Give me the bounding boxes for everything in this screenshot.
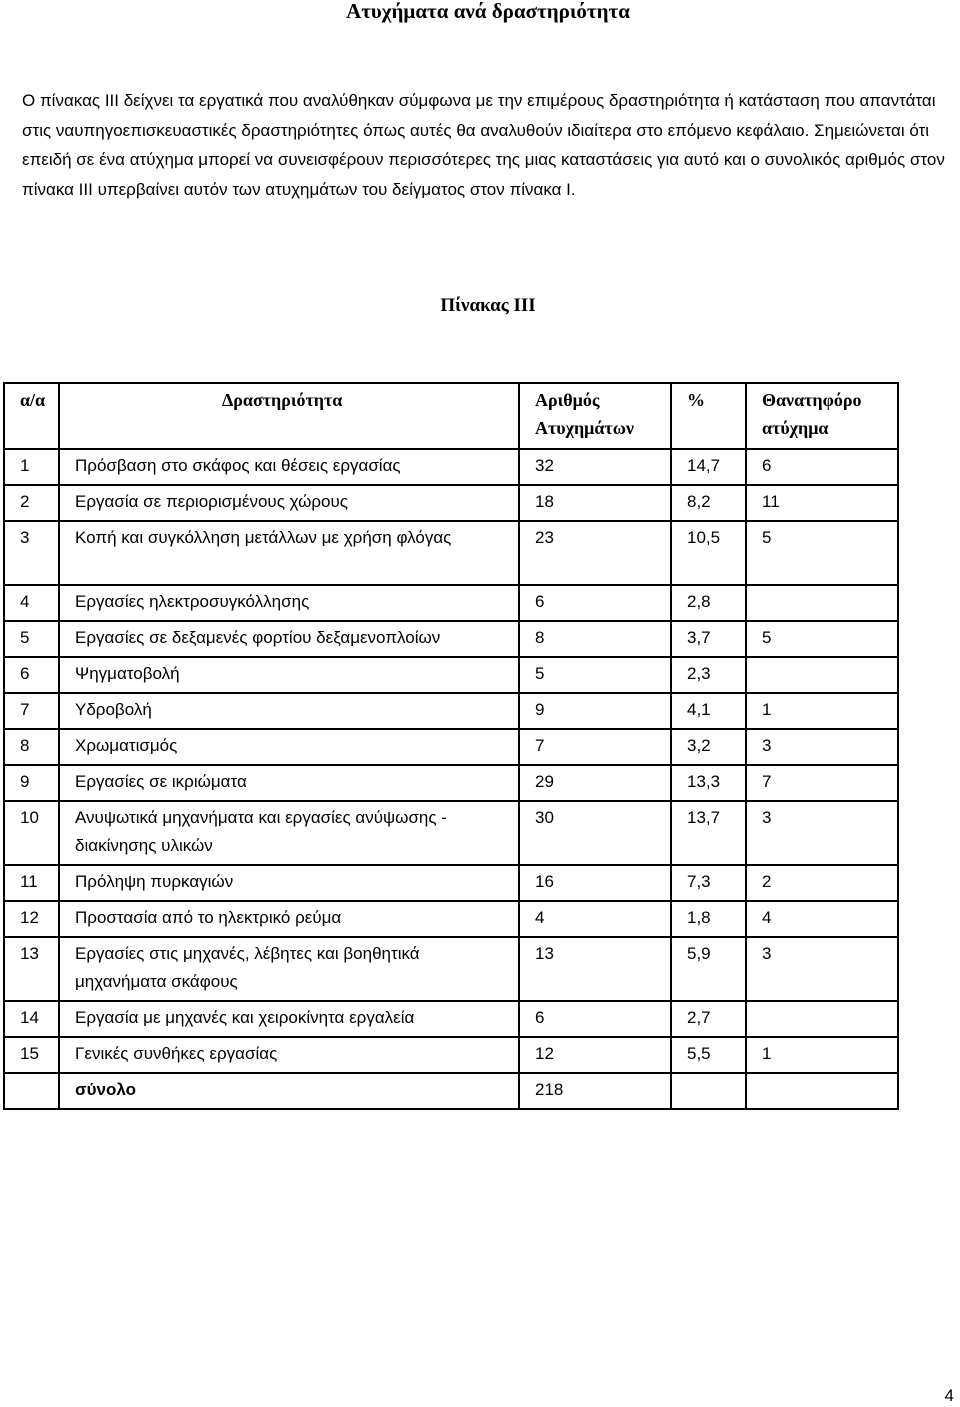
accident-count-cell: 8 (519, 621, 671, 657)
activity-cell: Εργασίες σε δεξαμενές φορτίου δεξαμενοπλοίων (59, 621, 519, 657)
activity-cell: Εργασία με μηχανές και χειροκίνητα εργαλεία (59, 1001, 519, 1037)
percent-cell: 8,2 (671, 485, 746, 521)
activity-cell: Εργασίες στις μηχανές, λέβητες και βοηθητικά μηχανήματα σκάφους (59, 937, 519, 1001)
total-fatal-cell (746, 1073, 898, 1109)
table-row (4, 937, 898, 1001)
row-number-cell: 13 (4, 937, 59, 1001)
page-number: 4 (944, 1386, 954, 1405)
row-number-cell: 11 (4, 865, 59, 901)
fatal-count-cell: 3 (746, 729, 898, 765)
accident-count-cell: 5 (519, 657, 671, 693)
total-label: σύνολο (59, 1073, 519, 1109)
percent-cell: 5,5 (671, 1037, 746, 1073)
header-fatal: Θανατηφόρο ατύχημα (746, 383, 898, 449)
header-aa: α/α (4, 383, 59, 449)
fatal-count-cell (746, 585, 898, 621)
percent-cell: 4,1 (671, 693, 746, 729)
table-row (4, 657, 898, 693)
accident-count-cell: 32 (519, 449, 671, 485)
activity-cell: Εργασία σε περιορισμένους χώρους (59, 485, 519, 521)
fatal-count-cell: 6 (746, 449, 898, 485)
accident-count-cell: 4 (519, 901, 671, 937)
table-row (4, 729, 898, 765)
accident-count-cell: 13 (519, 937, 671, 1001)
table-row (4, 485, 898, 521)
percent-cell: 5,9 (671, 937, 746, 1001)
row-number-cell: 7 (4, 693, 59, 729)
table-row (4, 585, 898, 621)
table-row (4, 693, 898, 729)
fatal-count-cell: 4 (746, 901, 898, 937)
table-row (4, 865, 898, 901)
accident-count-cell: 30 (519, 801, 671, 865)
percent-cell: 1,8 (671, 901, 746, 937)
total-count: 218 (519, 1073, 671, 1109)
accident-count-cell: 6 (519, 1001, 671, 1037)
activity-cell: Πρόσβαση στο σκάφος και θέσεις εργασίας (59, 449, 519, 485)
row-number-cell: 12 (4, 901, 59, 937)
row-number-cell: 1 (4, 449, 59, 485)
activity-cell: Πρόληψη πυρκαγιών (59, 865, 519, 901)
percent-cell: 3,7 (671, 621, 746, 657)
header-activity: Δραστηριότητα (59, 383, 519, 449)
activity-cell: Προστασία από το ηλεκτρικό ρεύμα (59, 901, 519, 937)
table-row (4, 1001, 898, 1037)
percent-cell: 3,2 (671, 729, 746, 765)
fatal-count-cell: 7 (746, 765, 898, 801)
table-body (4, 449, 898, 1073)
activity-cell: Υδροβολή (59, 693, 519, 729)
fatal-count-cell (746, 657, 898, 693)
fatal-count-cell: 3 (746, 937, 898, 1001)
fatal-count-cell: 1 (746, 1037, 898, 1073)
activity-accidents-table (3, 382, 899, 1110)
percent-cell: 2,8 (671, 585, 746, 621)
row-number-cell: 6 (4, 657, 59, 693)
fatal-count-cell: 3 (746, 801, 898, 865)
fatal-count-cell: 1 (746, 693, 898, 729)
row-number-cell: 2 (4, 485, 59, 521)
percent-cell: 14,7 (671, 449, 746, 485)
total-row (4, 1073, 898, 1109)
activity-cell: Γενικές συνθήκες εργασίας (59, 1037, 519, 1073)
percent-cell: 10,5 (671, 521, 746, 585)
header-count: Αριθμός Ατυχημάτων (519, 383, 671, 449)
table-row (4, 1037, 898, 1073)
row-number-cell: 15 (4, 1037, 59, 1073)
fatal-count-cell: 5 (746, 521, 898, 585)
accident-count-cell: 7 (519, 729, 671, 765)
percent-cell: 2,7 (671, 1001, 746, 1037)
activity-cell: Εργασίες σε ικριώματα (59, 765, 519, 801)
activity-cell: Εργασίες ηλεκτροσυγκόλλησης (59, 585, 519, 621)
row-number-cell: 14 (4, 1001, 59, 1037)
page-heading: Ατυχήματα ανά δραστηριότητα (346, 0, 630, 23)
fatal-count-cell: 5 (746, 621, 898, 657)
accident-count-cell: 9 (519, 693, 671, 729)
accident-count-cell: 12 (519, 1037, 671, 1073)
row-number-cell: 5 (4, 621, 59, 657)
row-number-cell: 10 (4, 801, 59, 865)
activity-cell: Χρωματισμός (59, 729, 519, 765)
total-aa-cell (4, 1073, 59, 1109)
row-number-cell: 9 (4, 765, 59, 801)
total-percent-cell (671, 1073, 746, 1109)
accident-count-cell: 23 (519, 521, 671, 585)
fatal-count-cell: 11 (746, 485, 898, 521)
table-row (4, 801, 898, 865)
percent-cell: 13,3 (671, 765, 746, 801)
fatal-count-cell (746, 1001, 898, 1037)
row-number-cell: 8 (4, 729, 59, 765)
table-row (4, 621, 898, 657)
intro-paragraph: Ο πίνακας ΙΙΙ δείχνει τα εργατικά που αναλύθηκαν σύμφωνα με την επιμέρους δραστηριότητα ή κατάσταση που απαντάται στις ναυπηγοεπισκευαστικές δραστηριότητες όπως αυτές θα αναλυθούν ιδιαίτερα στο επόμενο κεφάλαιο. Σημειώνεται ότι επειδή σε ένα ατύχημα μπορεί να συνεισφέρουν περισσότερες της μιας καταστάσεις για αυτό και ο συνολικός αριθμός στον πίνακα ΙΙΙ υπερβαίνει αυτόν των ατυχημάτων του δείγματος στον πίνακα Ι. (22, 91, 945, 199)
accident-count-cell: 18 (519, 485, 671, 521)
activity-cell: Ψηγματοβολή (59, 657, 519, 693)
row-number-cell: 4 (4, 585, 59, 621)
table-row (4, 765, 898, 801)
accident-count-cell: 29 (519, 765, 671, 801)
row-number-cell: 3 (4, 521, 59, 585)
percent-cell: 7,3 (671, 865, 746, 901)
table-caption: Πίνακας ΙΙΙ (440, 295, 536, 316)
percent-cell: 13,7 (671, 801, 746, 865)
table-header-row (4, 383, 898, 449)
activity-cell: Κοπή και συγκόλληση μετάλλων με χρήση φλόγας (59, 521, 519, 585)
accident-count-cell: 16 (519, 865, 671, 901)
activity-cell: Ανυψωτικά μηχανήματα και εργασίες ανύψωσης - διακίνησης υλικών (59, 801, 519, 865)
table-row (4, 449, 898, 485)
table-row (4, 901, 898, 937)
fatal-count-cell: 2 (746, 865, 898, 901)
table-row (4, 521, 898, 585)
percent-cell: 2,3 (671, 657, 746, 693)
header-percent: % (671, 383, 746, 449)
accident-count-cell: 6 (519, 585, 671, 621)
